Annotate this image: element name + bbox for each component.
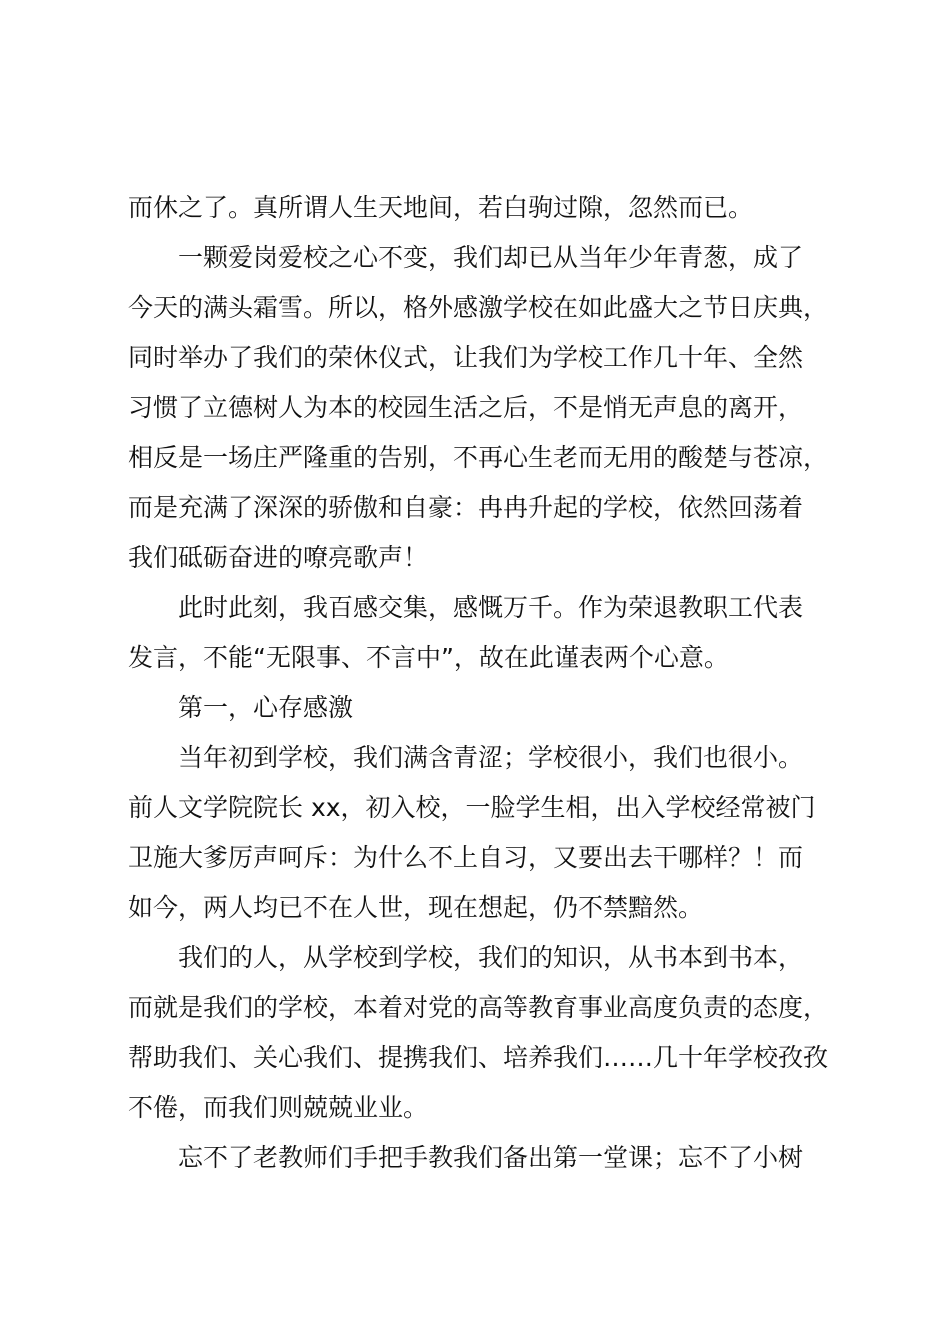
text-line: 忘不了老教师们手把手教我们备出第一堂课；忘不了小树: [178, 1143, 804, 1172]
text-line: 我们砥砺奋进的嘹亮歌声！: [128, 543, 429, 572]
text-line: 而是充满了深深的骄傲和自豪：冉冉升起的学校，依然回荡着: [128, 493, 804, 522]
text-line: 前人文学院院长 xx，初入校，一脸学生相，出入学校经常被门: [128, 793, 816, 822]
text-line: 同时举办了我们的荣休仪式，让我们为学校工作几十年、全然: [128, 343, 804, 372]
text-line: 此时此刻，我百感交集，感慨万千。作为荣退教职工代表: [178, 593, 804, 622]
text-line: 而休之了。真所谓人生天地间，若白驹过隙，忽然而已。: [128, 193, 754, 222]
document-body: [128, 183, 853, 1183]
text-line: 帮助我们、关心我们、提携我们、培养我们……几十年学校孜孜: [128, 1043, 829, 1072]
text-line: 如今，两人均已不在人世，现在想起，仍不禁黯然。: [128, 893, 704, 922]
text-line: 发言，不能“无限事、不言中”，故在此谨表两个心意。: [128, 643, 729, 672]
text-line: 卫施大爹厉声呵斥：为什么不上自习，又要出去干哪样？！而: [128, 843, 804, 872]
section-heading: 第一，心存感激: [178, 693, 354, 722]
text-line: 相反是一场庄严隆重的告别，不再心生老而无用的酸楚与苍凉，: [128, 443, 829, 472]
text-line: 不倦，而我们则兢兢业业。: [128, 1093, 429, 1122]
text-line: 习惯了立德树人为本的校园生活之后，不是悄无声息的离开，: [128, 393, 804, 422]
text-line: 我们的人，从学校到学校，我们的知识，从书本到书本，: [178, 943, 804, 972]
text-line: 一颗爱岗爱校之心不变，我们却已从当年少年青葱，成了: [178, 243, 804, 272]
text-line: 而就是我们的学校，本着对党的高等教育事业高度负责的态度，: [128, 993, 829, 1022]
text-line: 今天的满头霜雪。所以，格外感激学校在如此盛大之节日庆典，: [128, 293, 829, 322]
text-line: 当年初到学校，我们满含青涩；学校很小，我们也很小。: [178, 743, 804, 772]
